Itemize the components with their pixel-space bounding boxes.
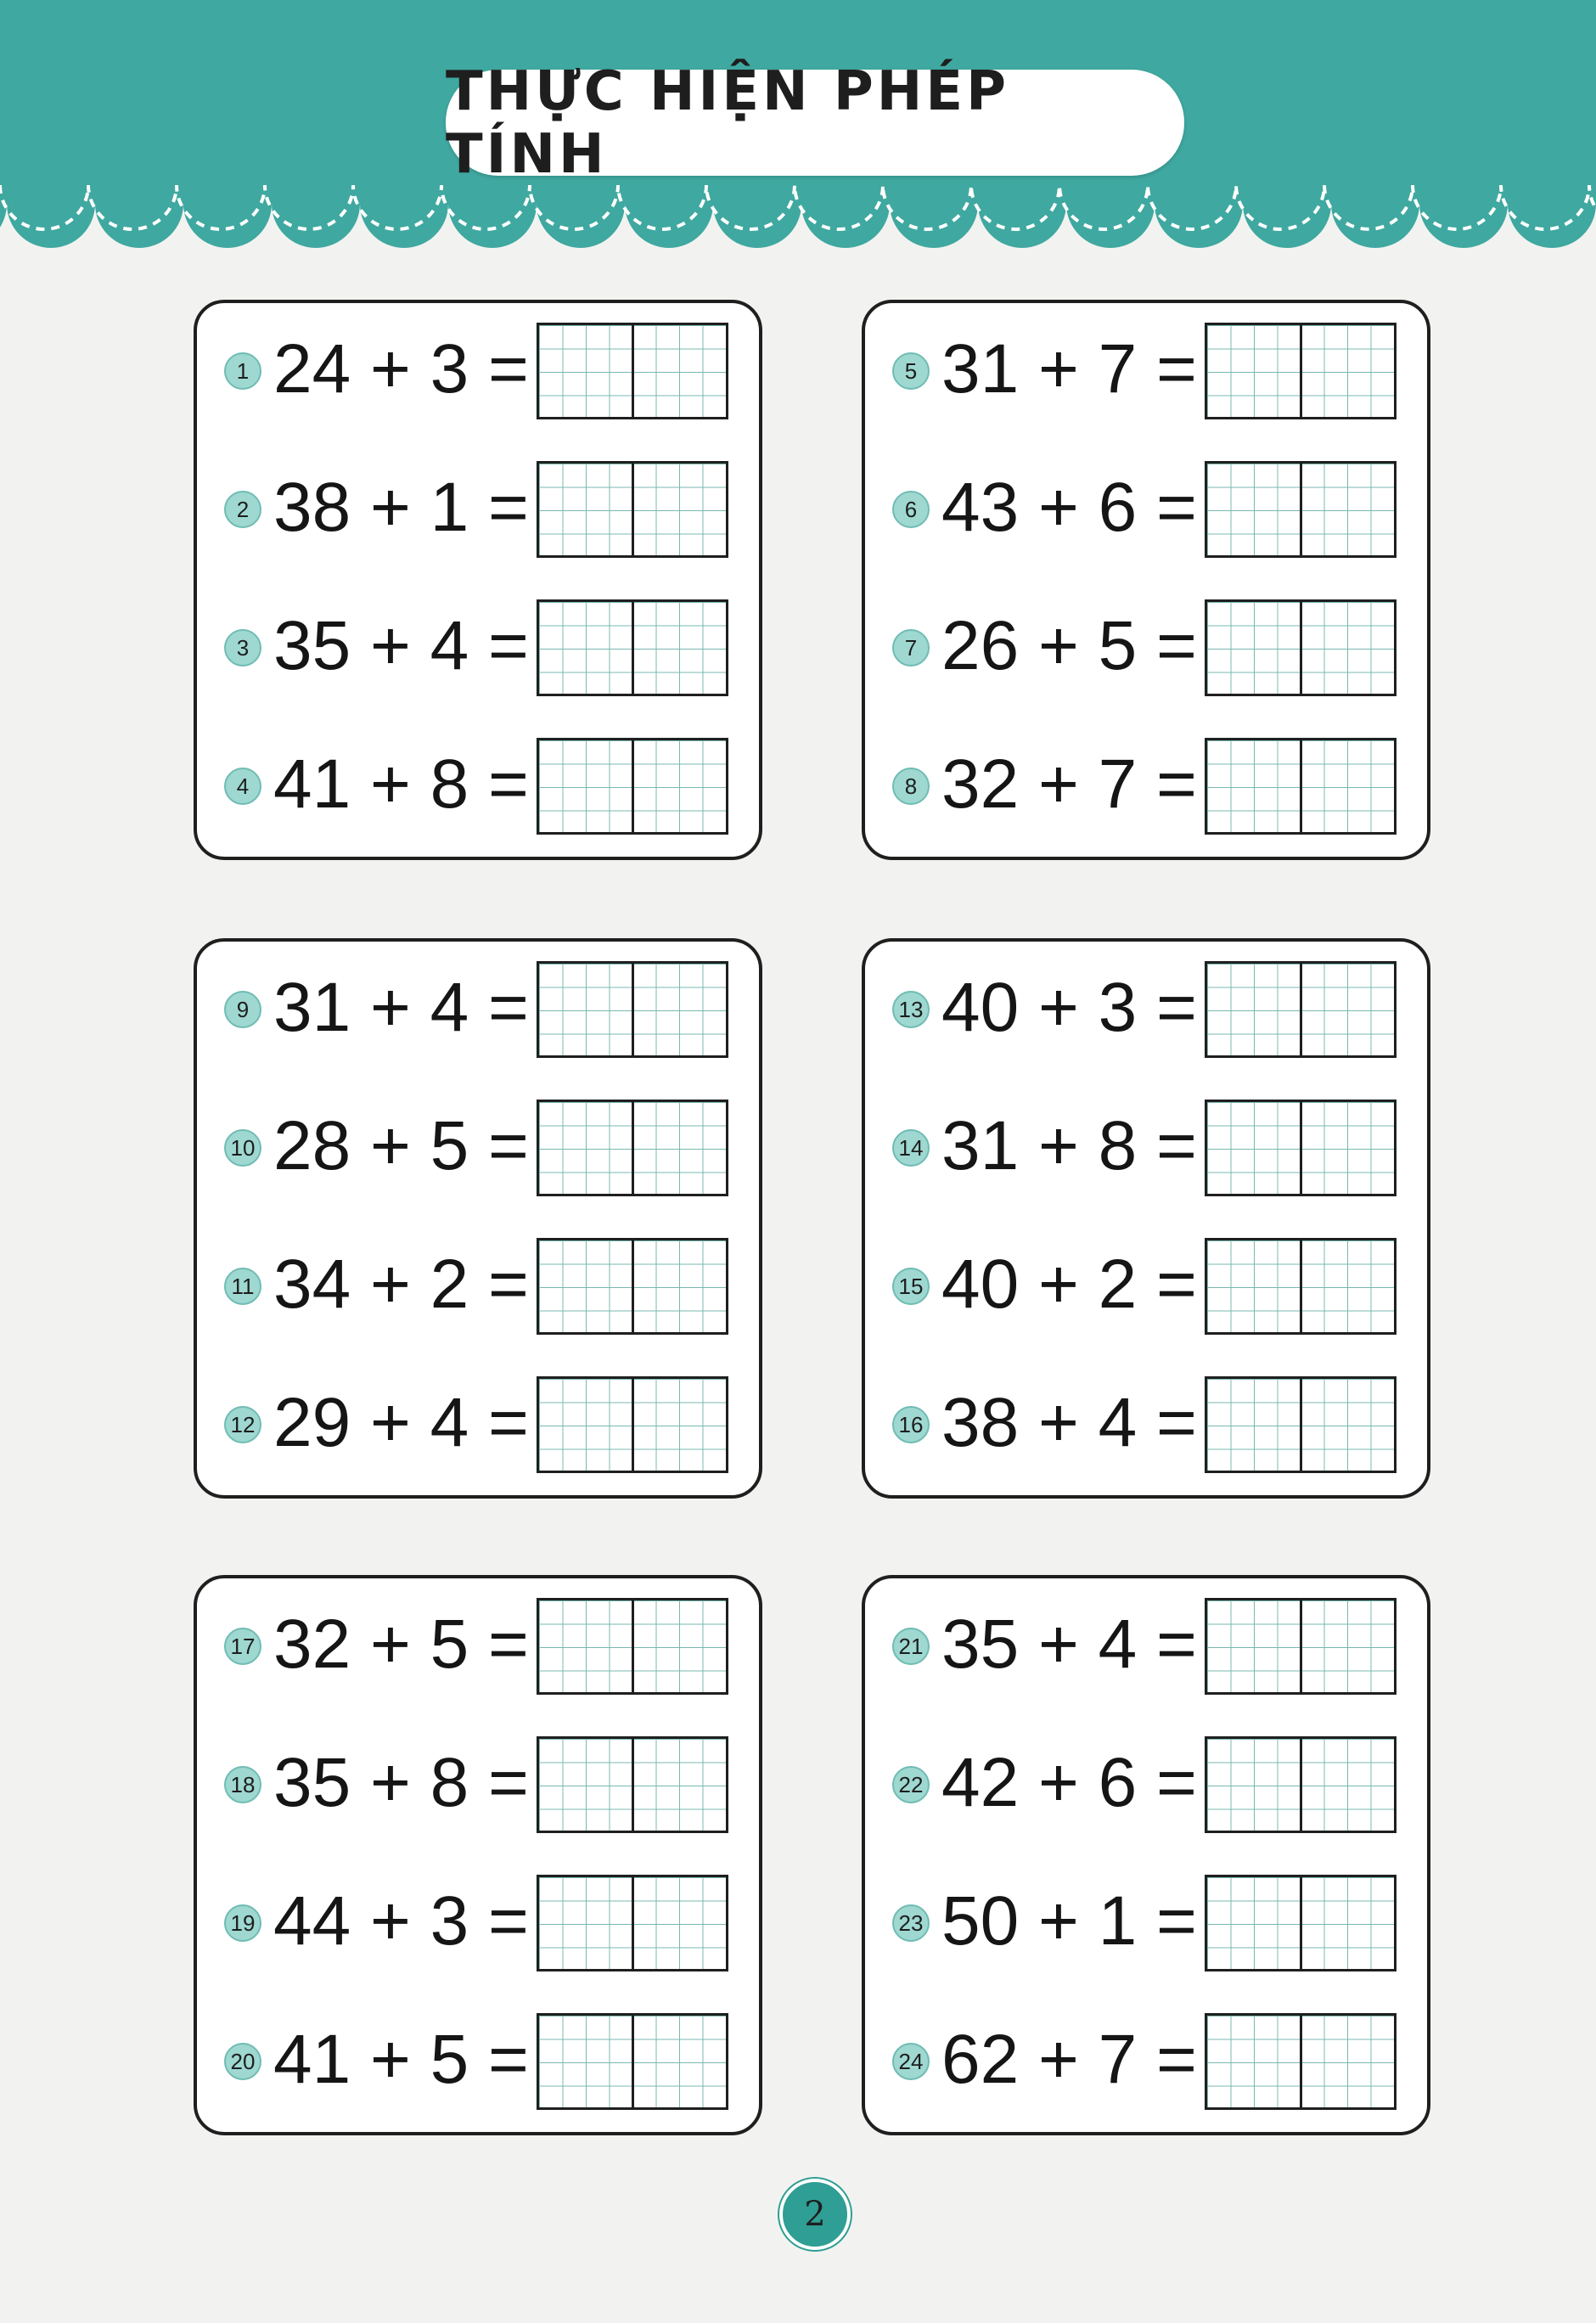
problem-expression: 41 + 5 =	[273, 2021, 529, 2098]
problem-expression: 32 + 7 =	[941, 745, 1197, 823]
problem-expression: 35 + 4 =	[941, 1606, 1197, 1683]
problem-box-3	[194, 938, 762, 1499]
problem-expression: 34 + 2 =	[273, 1246, 529, 1323]
problem	[865, 1097, 1427, 1199]
problem-number: 14	[892, 1129, 930, 1167]
problem-number: 19	[224, 1904, 261, 1942]
problem	[865, 458, 1427, 560]
problem	[197, 735, 759, 837]
problem	[865, 597, 1427, 699]
answer-grid[interactable]	[1205, 1376, 1396, 1473]
problem	[197, 597, 759, 699]
answer-grid[interactable]	[537, 461, 728, 558]
problem-expression: 40 + 2 =	[941, 1246, 1197, 1323]
answer-grid[interactable]	[537, 599, 728, 696]
answer-grid[interactable]	[1205, 961, 1396, 1058]
problem	[865, 1235, 1427, 1337]
page-title: THỰC HIỆN PHÉP TÍNH	[446, 59, 1009, 186]
problem-box-5	[194, 1575, 762, 2135]
problem-expression: 24 + 3 =	[273, 330, 529, 408]
answer-grid[interactable]	[537, 1736, 728, 1833]
answer-grid[interactable]	[537, 961, 728, 1058]
problem-number: 23	[892, 1904, 930, 1942]
problem-number: 18	[224, 1766, 261, 1803]
problem-number: 2	[224, 491, 261, 528]
problem-box-6	[862, 1575, 1430, 2135]
problem-expression: 35 + 4 =	[273, 607, 529, 684]
answer-grid[interactable]	[537, 1238, 728, 1335]
problem-number: 17	[224, 1628, 261, 1665]
answer-grid[interactable]	[537, 1875, 728, 1971]
problem-number: 11	[224, 1268, 261, 1305]
answer-grid[interactable]	[1205, 1598, 1396, 1695]
problem	[197, 1595, 759, 1697]
problem-number: 7	[892, 629, 930, 667]
answer-grid[interactable]	[537, 2013, 728, 2110]
problem-number: 22	[892, 1766, 930, 1803]
problem	[865, 1872, 1427, 1974]
problem-number: 4	[224, 768, 261, 805]
problem	[197, 959, 759, 1060]
problem-expression: 42 + 6 =	[941, 1744, 1197, 1821]
problem	[865, 1595, 1427, 1697]
problem	[197, 320, 759, 422]
problem-box-1	[194, 300, 762, 860]
answer-grid[interactable]	[1205, 738, 1396, 835]
problem-expression: 38 + 4 =	[941, 1384, 1197, 1461]
problem	[197, 1872, 759, 1974]
problem-number: 24	[892, 2043, 930, 2080]
problem-expression: 31 + 8 =	[941, 1107, 1197, 1184]
problem-expression: 28 + 5 =	[273, 1107, 529, 1184]
problem-number: 8	[892, 768, 930, 805]
problem-number: 12	[224, 1406, 261, 1443]
problem	[197, 1097, 759, 1199]
problem-expression: 62 + 7 =	[941, 2021, 1197, 2098]
problem	[865, 735, 1427, 837]
answer-grid[interactable]	[537, 1376, 728, 1473]
problem	[197, 458, 759, 560]
problem-number: 16	[892, 1406, 930, 1443]
problem-number: 10	[224, 1129, 261, 1167]
answer-grid[interactable]	[1205, 599, 1396, 696]
problem-expression: 40 + 3 =	[941, 969, 1197, 1046]
problem-expression: 29 + 4 =	[273, 1384, 529, 1461]
problem-box-4	[862, 938, 1430, 1499]
answer-grid[interactable]	[537, 1598, 728, 1695]
problem-expression: 38 + 1 =	[273, 469, 529, 546]
problem-number: 20	[224, 2043, 261, 2080]
problem-expression: 35 + 8 =	[273, 1744, 529, 1821]
problem-expression: 32 + 5 =	[273, 1606, 529, 1683]
answer-grid[interactable]	[1205, 1238, 1396, 1335]
problem-number: 6	[892, 491, 930, 528]
problem-expression: 43 + 6 =	[941, 469, 1197, 546]
title-banner	[446, 59, 1184, 186]
problem-expression: 44 + 3 =	[273, 1882, 529, 1960]
answer-grid[interactable]	[1205, 323, 1396, 419]
answer-grid[interactable]	[1205, 1875, 1396, 1971]
problem	[197, 2011, 759, 2112]
answer-grid[interactable]	[1205, 2013, 1396, 2110]
problem-box-2	[862, 300, 1430, 860]
problem-number: 21	[892, 1628, 930, 1665]
problem	[865, 1374, 1427, 1476]
problem-number: 1	[224, 352, 261, 390]
answer-grid[interactable]	[537, 738, 728, 835]
problem-number: 5	[892, 352, 930, 390]
problem-number: 15	[892, 1268, 930, 1305]
problem-expression: 41 + 8 =	[273, 745, 529, 823]
problem-expression: 31 + 4 =	[273, 969, 529, 1046]
problem-expression: 31 + 7 =	[941, 330, 1197, 408]
problem	[865, 2011, 1427, 2112]
answer-grid[interactable]	[537, 1100, 728, 1196]
problem	[197, 1734, 759, 1836]
problem-number: 3	[224, 629, 261, 667]
problem	[865, 1734, 1427, 1836]
problem	[865, 320, 1427, 422]
answer-grid[interactable]	[1205, 1736, 1396, 1833]
problem	[197, 1374, 759, 1476]
problem-expression: 50 + 1 =	[941, 1882, 1197, 1960]
problem-expression: 26 + 5 =	[941, 607, 1197, 684]
answer-grid[interactable]	[537, 323, 728, 419]
page-number: 2	[779, 2179, 851, 2250]
answer-grid[interactable]	[1205, 461, 1396, 558]
answer-grid[interactable]	[1205, 1100, 1396, 1196]
problem	[865, 959, 1427, 1060]
problem	[197, 1235, 759, 1337]
problem-number: 13	[892, 991, 930, 1028]
problem-number: 9	[224, 991, 261, 1028]
